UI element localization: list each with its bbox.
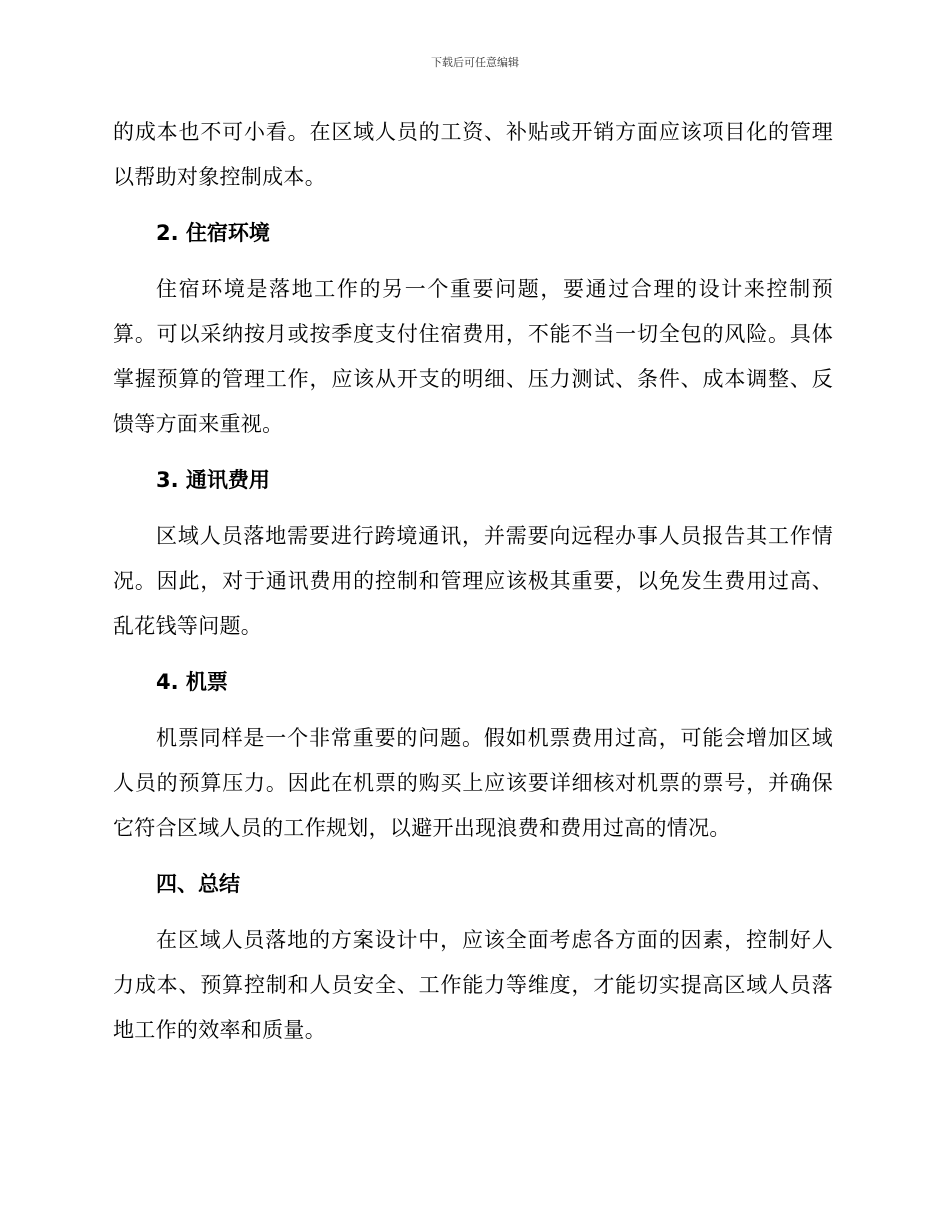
paragraph-accommodation: 住宿环境是落地工作的另一个重要问题，要通过合理的设计来控制预算。可以采纳按月或按季度支付住宿费用，不能不当一切全包的风险。具体掌握预算的管理工作，应该从开支的明细、压力测试、条件、成本调整、反馈等方面来重视。	[113, 277, 833, 436]
document-body	[113, 110, 833, 1053]
section-heading-air-tickets: 4. 机票	[156, 670, 228, 694]
section-heading-communication: 3. 通讯费用	[156, 468, 270, 492]
section-heading-summary: 四、总结	[156, 872, 240, 896]
paragraph-summary: 在区域人员落地的方案设计中，应该全面考虑各方面的因素，控制好人力成本、预算控制和人员安全、工作能力等维度，才能切实提高区域人员落地工作的效率和质量。	[113, 928, 833, 1042]
paragraph-air-tickets: 机票同样是一个非常重要的问题。假如机票费用过高，可能会增加区域人员的预算压力。因此在机票的购买上应该要详细核对机票的票号，并确保它符合区域人员的工作规划，以避开出现浪费和费用过高的情况。	[113, 726, 833, 840]
paragraph-communication: 区域人员落地需要进行跨境通讯，并需要向远程办事人员报告其工作情况。因此，对于通讯费用的控制和管理应该极其重要，以免发生费用过高、乱花钱等问题。	[113, 524, 833, 638]
paragraph-cost-continuation: 的成本也不可小看。在区域人员的工资、补贴或开销方面应该项目化的管理以帮助对象控制成本。	[113, 120, 833, 189]
section-heading-accommodation: 2. 住宿环境	[156, 221, 270, 245]
page-header: 下载后可任意编辑	[431, 56, 519, 69]
